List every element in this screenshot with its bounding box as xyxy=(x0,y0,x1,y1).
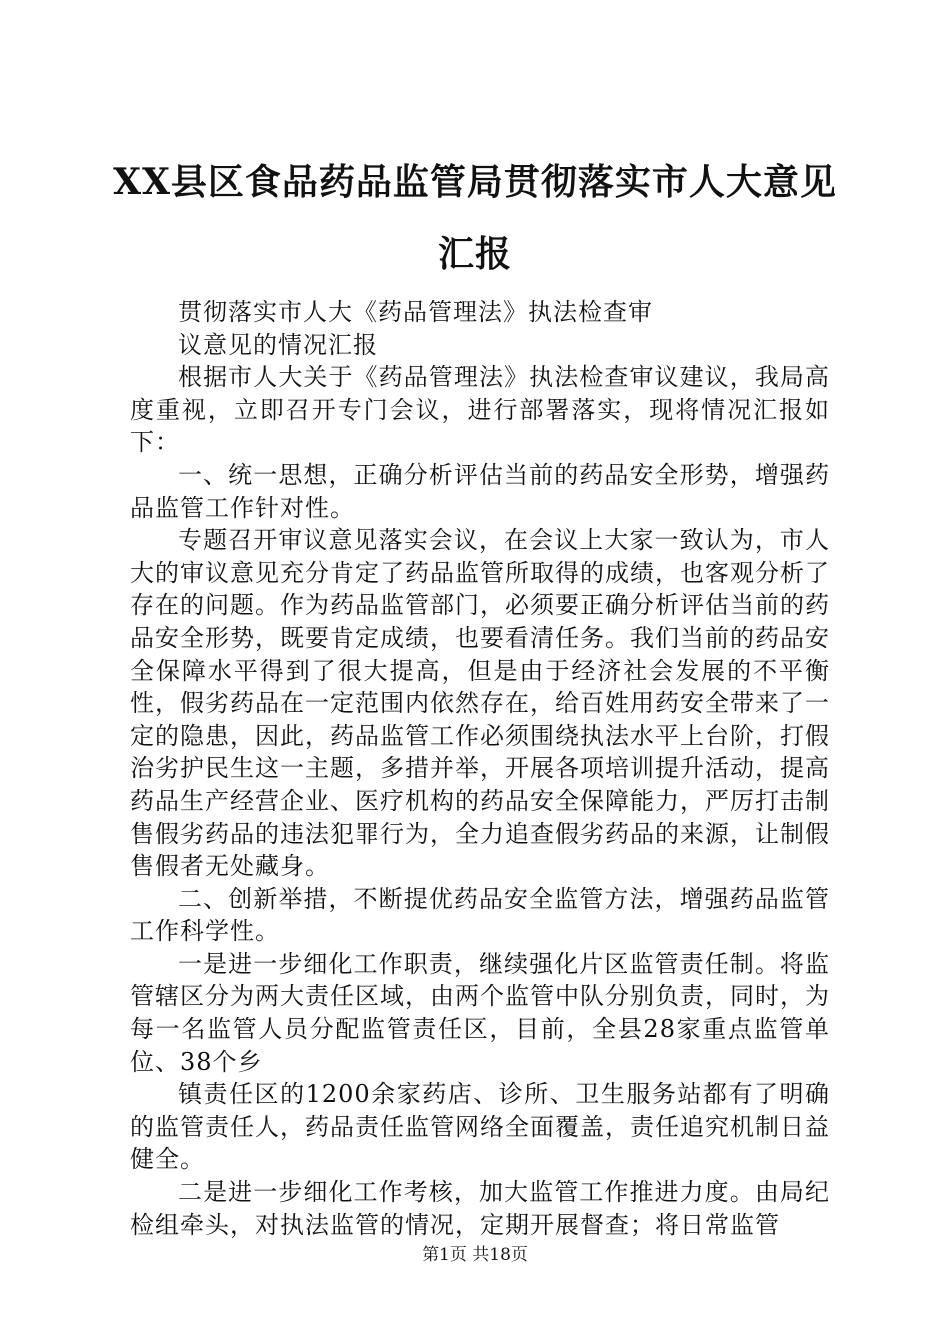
paragraph: 镇责任区的1200余家药店、诊所、卫生服务站都有了明确的监管责任人，药品责任监管网络全面覆盖，责任追究机制日益健全。 xyxy=(130,1080,830,1174)
paragraph: 一是进一步细化工作职责，继续强化片区监管责任制。将监管辖区分为两大责任区域，由两个监管中队分别负责，同时，为每一名监管人员分配监管责任区，目前，全县28家重点监管单位、38个乡 xyxy=(130,949,830,1076)
paragraph: 根据市人大关于《药品管理法》执法检查审议建议，我局高度重视，立即召开专门会议，进行部署落实，现将情况汇报如下： xyxy=(130,363,830,457)
document-title: XX县区食品药品监管局贯彻落实市人大意见汇报 xyxy=(113,161,837,275)
paragraph: 议意见的情况汇报 xyxy=(178,330,378,359)
paragraph: 一、统一思想，正确分析评估当前的药品安全形势，增强药品监管工作针对性。 xyxy=(130,460,830,522)
document-body xyxy=(130,296,830,1241)
paragraph: 二是进一步细化工作考核，加大监管工作推进力度。由局纪检组牵头，对执法监管的情况，定期开展督查；将日常监管 xyxy=(130,1178,830,1239)
paragraph: 专题召开审议意见落实会议，在会议上大家一致认为，市人大的审议意见充分肯定了药品监管所取得的成绩，也客观分析了存在的问题。作为药品监管部门，必须要正确分析评估当前的药品安全形势，既要肯定成绩，也要看清任务。我们当前的药品安全保障水平得到了很大提高，但是由于经济社会发展的不平衡性，假劣药品在一定范围内依然存在，给百姓用药安全带来了一定的隐患，因此，药品监管工作必须围绕执法水平上台阶，打假治劣护民生这一主题，多措并举，开展各项培训提升活动，提高药品生产经营企业、医疗机构的药品安全保障能力，严厉打击制售假劣药品的违法犯罪行为，全力追查假劣药品的来源，让制假售假者无处藏身。 xyxy=(130,526,830,881)
paragraph: 贯彻落实市人大《药品管理法》执法检查审 xyxy=(178,298,653,326)
paragraph: 二、创新举措，不断提优药品安全监管方法，增强药品监管工作科学性。 xyxy=(130,884,830,946)
page-footer: 第1页 共18页 xyxy=(422,1245,528,1265)
